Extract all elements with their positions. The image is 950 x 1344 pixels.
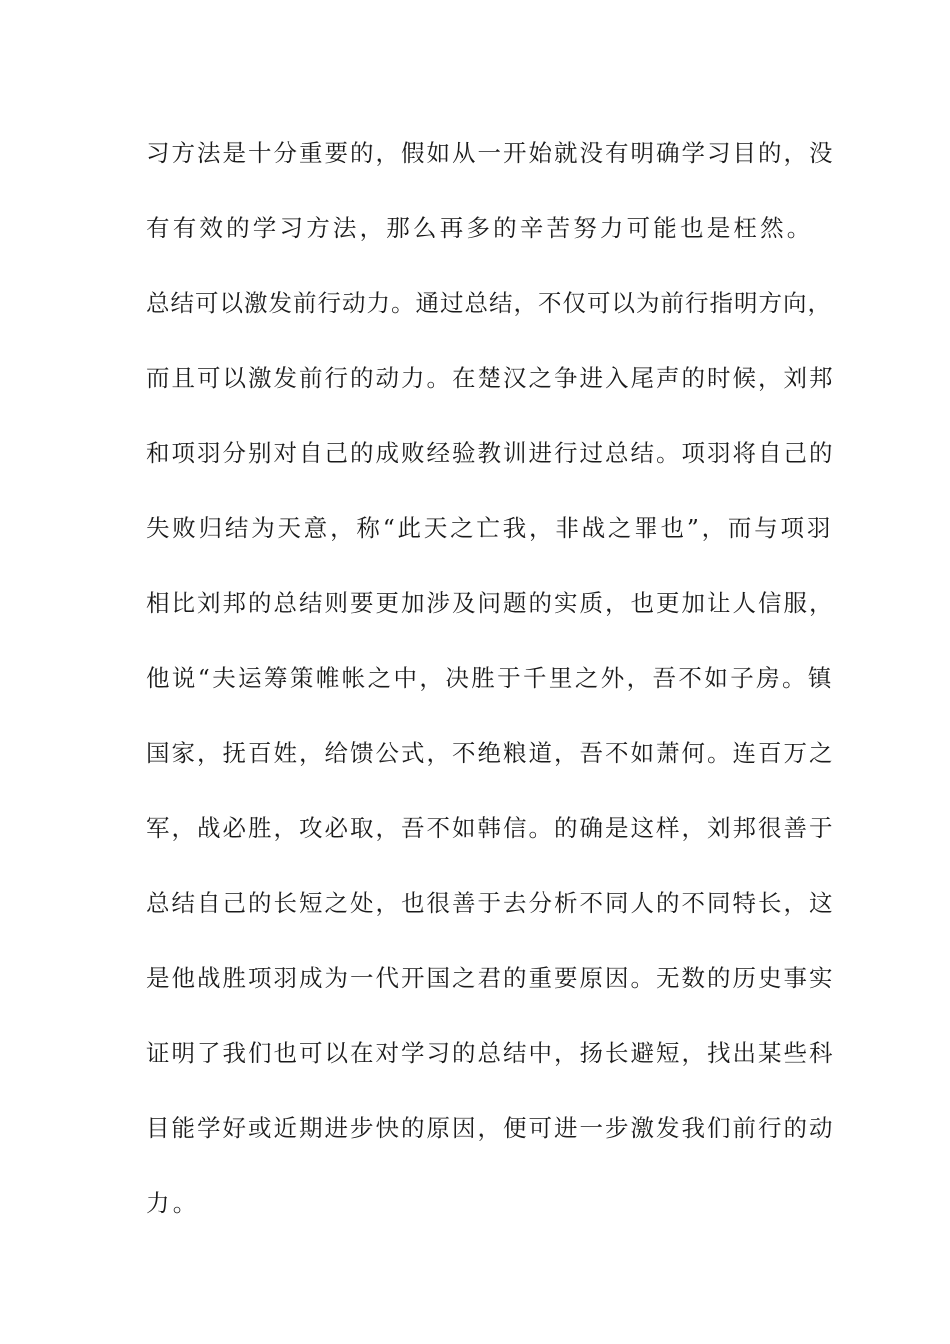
text-line-15: 力。 [146,1189,200,1217]
text-line-4: 而且可以激发前行的动力。在楚汉之争进入尾声的时候，刘邦 [146,364,835,392]
text-line-10: 军，战必胜，攻必取，吾不如韩信。的确是这样，刘邦很善于 [146,814,835,842]
text-line-2: 有有效的学习方法，那么再多的辛苦努力可能也是枉然。 [146,214,814,242]
text-line-1: 习方法是十分重要的，假如从一开始就没有明确学习目的，没 [146,139,835,167]
body-text [146,130,835,1255]
text-line-7: 相比刘邦的总结则要更加涉及问题的实质，也更加让人信服， [146,589,835,617]
text-line-8: 他说“夫运筹策帷帐之中，决胜于千里之外，吾不如子房。镇 [146,664,834,692]
text-line-11: 总结自己的长短之处，也很善于去分析不同人的不同特长，这 [146,889,835,917]
text-line-5: 和项羽分别对自己的成败经验教训进行过总结。项羽将自己的 [146,439,835,467]
text-line-13: 证明了我们也可以在对学习的总结中，扬长避短，找出某些科 [146,1039,835,1067]
text-line-6: 失败归结为天意，称“此天之亡我，非战之罪也”，而与项羽 [146,514,834,542]
text-line-3: 总结可以激发前行动力。通过总结，不仅可以为前行指明方向， [146,289,832,317]
text-line-12: 是他战胜项羽成为一代开国之君的重要原因。无数的历史事实 [146,964,835,992]
text-line-9: 国家，抚百姓，给馈公式，不绝粮道，吾不如萧何。连百万之 [146,739,835,767]
text-line-14: 目能学好或近期进步快的原因，便可进一步激发我们前行的动 [146,1114,835,1142]
